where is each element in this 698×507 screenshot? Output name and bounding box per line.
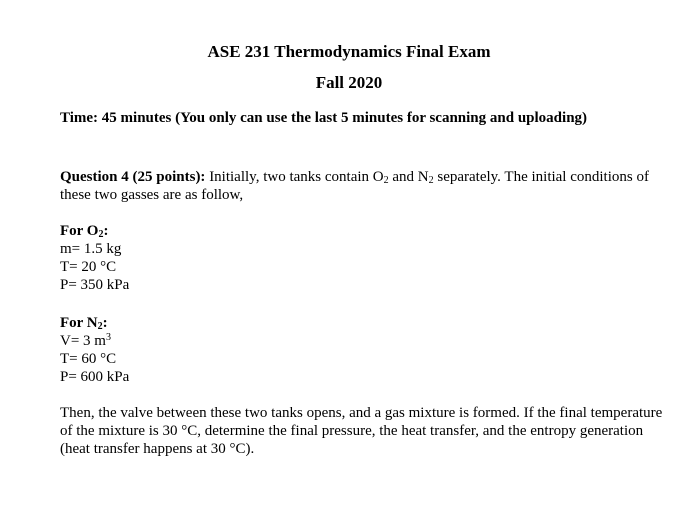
o2-pressure: P= 350 kPa <box>60 277 130 293</box>
time-note: Time: 45 minutes (You only can use the last 5 minutes for scanning and uploading) <box>60 110 588 126</box>
o2-subscript: 2 <box>383 175 389 186</box>
o2-heading: For $O_2$: <box>60 223 109 240</box>
o2-mass: m= 1.5 kg <box>60 241 122 257</box>
n2-temperature: T= 60 °C <box>60 351 117 367</box>
n2-conditions <box>60 314 129 386</box>
n2-volume: V= 3 $m^3$ <box>60 332 111 349</box>
o2-conditions <box>60 222 129 294</box>
final-question-text: Then, the valve between these two tanks opens, and a gas mixture is formed. If the final temperature of the mixture is 30 °C, determine the final pressure, the heat transfer, and the entropy generation (heat transfer happens at 30 °C). <box>60 405 663 457</box>
question-intro-text-c: separately. The initial conditions of these two gasses are as follow, <box>60 169 649 203</box>
n2-subscript: 2 <box>428 175 434 186</box>
question-intro <box>60 168 675 204</box>
n2-heading: For $N_2$: <box>60 315 108 332</box>
o2-temperature: T= 20 °C <box>60 259 117 275</box>
exam-term: Fall 2020 <box>315 73 383 92</box>
n2-pressure: P= 600 kPa <box>60 369 130 385</box>
question-intro-text-a: Initially, two tanks contain O <box>205 169 384 185</box>
exam-title: ASE 231 Thermodynamics Final Exam <box>207 42 491 61</box>
question-intro-text-b: and N <box>388 169 429 185</box>
question-label: Question 4 (25 points): <box>60 169 206 185</box>
